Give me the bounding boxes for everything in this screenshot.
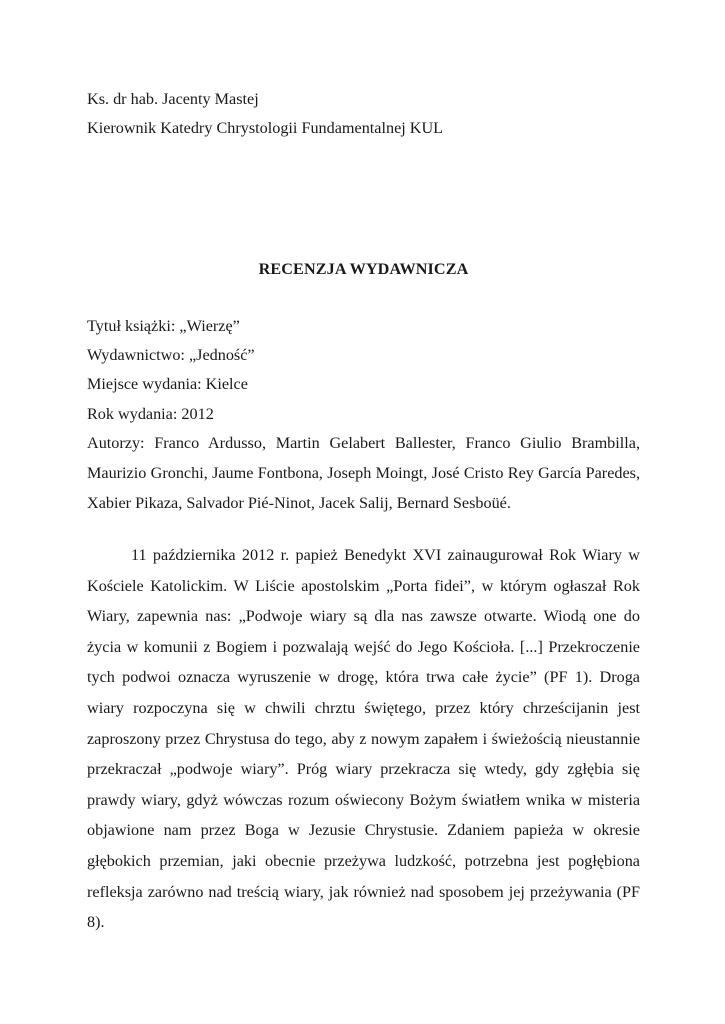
book-title-line: Tytuł książki: „Wierzę” (87, 317, 240, 335)
authors-line: Autorzy: Franco Ardusso, Martin Gelabert Ballester, Franco Giulio Brambilla, Maurizio Gronchi, Jaume Fontbona, Joseph Moingt, José Cristo Rey García Paredes, Xabier Pikaza, Salvador Pié-Ninot, Jacek Salij, Bernard Sesboüé. (87, 433, 640, 513)
book-metadata (87, 312, 640, 519)
reviewer-position: Kierownik Katedry Chrystologii Fundamentalnej KUL (87, 119, 444, 137)
body-paragraph: 11 października 2012 r. papież Benedykt XVI zainaugurował Rok Wiary w Kościele Katolickim. W Liście apostolskim „Porta fidei”, w którym ogłaszał Rok Wiary, zapewnia nas: „Podwoje wiary są dla nas zawsze otwarte. Wiodą one do życia w komunii z Bogiem i pozwalają wejść do Jego Kościoła. [...] Przekroczenie tych podwoi oznacza wyruszenie w drogę, która trwa całe życie” (PF 1). Droga wiary rozpoczyna się w chwili chrztu świętego, przez który chrześcijanin jest zaproszony przez Chrystusa do tego, aby z nowym zapałem i świeżością nieustannie przekraczał „podwoje wiary”. Próg wiary przekracza się wtedy, gdy zgłębia się prawdy wiary, gdyż wówczas rozum oświecony Bożym światłem wnika w misteria objawione nam przez Boga w Jezusie Chrystusie. Zdaniem papieża w okresie głębokich przemian, jaki obecnie przeżywa ludzkość, potrzebna jest pogłębiona refleksja zarówno nad treścią wiary, jak również nad sposobem jej przeżywania (PF 8). (87, 546, 640, 932)
document-title: RECENZJA WYDAWNICZA (258, 260, 469, 278)
publisher-line: Wydawnictwo: „Jedność” (87, 346, 255, 365)
publication-place-line: Miejsce wydania: Kielce (87, 375, 248, 394)
reviewer-name: Ks. dr hab. Jacenty Mastej (87, 90, 259, 108)
reviewer-info (87, 85, 647, 143)
publication-year-line: Rok wydania: 2012 (87, 404, 214, 423)
